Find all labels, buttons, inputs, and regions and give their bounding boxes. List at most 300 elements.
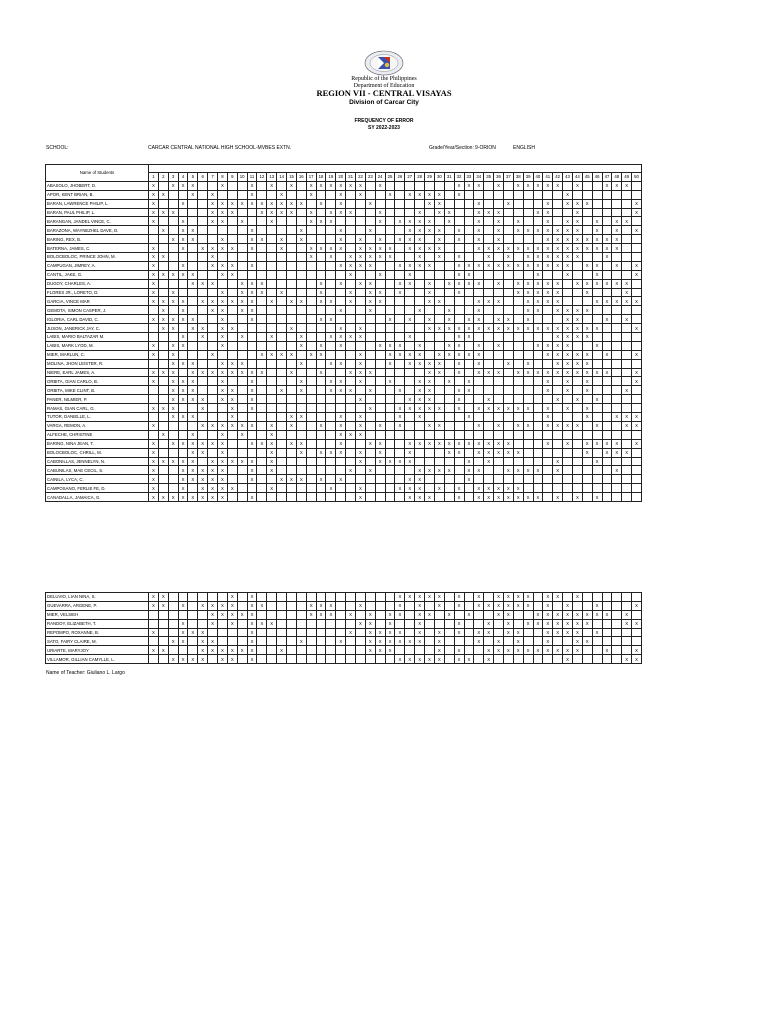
item-cell: [572, 439, 582, 448]
item-cell: [503, 297, 513, 306]
error-mark: X: [247, 315, 257, 324]
error-mark: X: [257, 619, 267, 628]
item-cell: [267, 190, 277, 199]
item-cell: [277, 333, 287, 342]
error-mark: X: [405, 217, 415, 226]
table-row: [46, 368, 642, 377]
error-mark: X: [356, 324, 366, 333]
error-mark: X: [632, 377, 642, 386]
item-cell: [316, 413, 326, 422]
error-mark: X: [267, 217, 277, 226]
error-mark: X: [494, 439, 504, 448]
item-cell: [356, 226, 366, 235]
item-cell: [543, 270, 553, 279]
item-cell: [405, 619, 415, 628]
item-cell: [247, 341, 257, 350]
error-mark: X: [247, 457, 257, 466]
error-mark: X: [247, 421, 257, 430]
item-cell: [385, 430, 395, 439]
item-cell: [257, 610, 267, 619]
error-mark: X: [336, 475, 346, 484]
error-mark: X: [405, 484, 415, 493]
item-cell: [612, 475, 622, 484]
item-cell: [287, 226, 297, 235]
error-mark: X: [415, 226, 425, 235]
student-name: DUGOY, CHARLES, A.: [46, 279, 149, 288]
student-name: REPOMPO, ROXANNE, B.: [46, 628, 149, 637]
item-cell: [494, 306, 504, 315]
item-cell: [237, 628, 247, 637]
item-cell: [612, 324, 622, 333]
error-mark: X: [553, 593, 563, 602]
item-cell: [237, 235, 247, 244]
error-mark: X: [149, 244, 159, 253]
item-cell: [178, 279, 188, 288]
item-number: 39: [523, 173, 533, 182]
item-cell: [158, 359, 168, 368]
table-row: [46, 610, 642, 619]
error-mark: X: [523, 253, 533, 262]
error-mark: X: [484, 655, 494, 664]
error-mark: X: [464, 181, 474, 190]
error-mark: X: [316, 288, 326, 297]
item-cell: [484, 359, 494, 368]
item-cell: [277, 217, 287, 226]
item-cell: [356, 306, 366, 315]
item-cell: [464, 368, 474, 377]
item-cell: [277, 395, 287, 404]
error-mark: X: [434, 466, 444, 475]
item-cell: [316, 333, 326, 342]
item-cell: [365, 208, 375, 217]
item-cell: [632, 359, 642, 368]
item-cell: [316, 324, 326, 333]
error-mark: X: [149, 217, 159, 226]
item-cell: [149, 226, 159, 235]
header-row: [46, 165, 642, 173]
item-cell: [158, 333, 168, 342]
error-mark: X: [208, 208, 218, 217]
error-mark: X: [425, 244, 435, 253]
error-mark: X: [425, 359, 435, 368]
item-cell: [385, 226, 395, 235]
item-cell: [602, 493, 612, 502]
item-cell: [503, 457, 513, 466]
item-cell: [494, 199, 504, 208]
error-mark: X: [602, 448, 612, 457]
item-cell: [336, 253, 346, 262]
error-mark: X: [415, 244, 425, 253]
error-mark: X: [533, 466, 543, 475]
error-mark: X: [543, 217, 553, 226]
item-cell: [296, 279, 306, 288]
error-mark: X: [346, 288, 356, 297]
item-cell: [178, 350, 188, 359]
item-cell: [365, 315, 375, 324]
item-cell: [277, 181, 287, 190]
error-mark: X: [543, 350, 553, 359]
error-mark: X: [405, 457, 415, 466]
item-cell: [494, 655, 504, 664]
item-cell: [444, 637, 454, 646]
item-cell: [168, 226, 178, 235]
error-mark: X: [218, 395, 228, 404]
error-mark: X: [405, 261, 415, 270]
item-cell: [553, 430, 563, 439]
item-cell: [612, 315, 622, 324]
table-row: [46, 619, 642, 628]
item-cell: [415, 421, 425, 430]
item-cell: [208, 270, 218, 279]
error-mark: X: [434, 368, 444, 377]
item-cell: [385, 421, 395, 430]
error-mark: X: [188, 655, 198, 664]
item-cell: [149, 619, 159, 628]
item-cell: [267, 261, 277, 270]
error-mark: X: [582, 199, 592, 208]
item-cell: [326, 457, 336, 466]
item-cell: [602, 637, 612, 646]
table-row: [46, 386, 642, 395]
item-cell: [572, 341, 582, 350]
error-mark: X: [385, 190, 395, 199]
error-mark: X: [464, 261, 474, 270]
error-mark: X: [503, 601, 513, 610]
item-cell: [464, 601, 474, 610]
item-cell: [632, 610, 642, 619]
error-mark: X: [326, 253, 336, 262]
error-mark: X: [247, 279, 257, 288]
error-mark: X: [178, 217, 188, 226]
error-mark: X: [198, 421, 208, 430]
item-cell: [267, 404, 277, 413]
item-cell: [543, 190, 553, 199]
error-mark: X: [365, 646, 375, 655]
error-mark: X: [494, 646, 504, 655]
item-cell: [395, 439, 405, 448]
error-mark: X: [513, 493, 523, 502]
item-cell: [602, 306, 612, 315]
item-cell: [523, 610, 533, 619]
error-mark: X: [149, 368, 159, 377]
error-mark: X: [592, 279, 602, 288]
error-mark: X: [533, 270, 543, 279]
item-cell: [523, 350, 533, 359]
error-mark: X: [405, 235, 415, 244]
error-mark: X: [513, 288, 523, 297]
item-cell: [306, 619, 316, 628]
error-mark: X: [247, 619, 257, 628]
error-mark: X: [326, 208, 336, 217]
error-mark: X: [434, 324, 444, 333]
error-mark: X: [553, 341, 563, 350]
error-mark: X: [474, 297, 484, 306]
item-cell: [563, 413, 573, 422]
item-cell: [267, 359, 277, 368]
item-cell: [198, 359, 208, 368]
item-cell: [425, 637, 435, 646]
error-mark: X: [149, 457, 159, 466]
error-mark: X: [405, 270, 415, 279]
error-mark: X: [503, 593, 513, 602]
item-cell: [237, 655, 247, 664]
error-mark: X: [198, 637, 208, 646]
error-mark: X: [227, 593, 237, 602]
item-number: 5: [188, 173, 198, 182]
error-mark: X: [336, 190, 346, 199]
item-cell: [267, 386, 277, 395]
error-mark: X: [168, 493, 178, 502]
item-cell: [188, 208, 198, 217]
error-mark: X: [434, 244, 444, 253]
error-mark: X: [218, 288, 228, 297]
item-cell: [208, 386, 218, 395]
item-number: 27: [405, 173, 415, 182]
error-mark: X: [415, 404, 425, 413]
item-cell: [612, 395, 622, 404]
item-cell: [237, 637, 247, 646]
item-cell: [227, 493, 237, 502]
item-cell: [267, 493, 277, 502]
item-cell: [356, 297, 366, 306]
item-cell: [336, 368, 346, 377]
error-mark: X: [592, 395, 602, 404]
error-mark: X: [257, 288, 267, 297]
item-number: 16: [296, 173, 306, 182]
item-cell: [198, 386, 208, 395]
item-cell: [523, 448, 533, 457]
error-mark: X: [474, 244, 484, 253]
item-cell: [533, 377, 543, 386]
error-mark: X: [513, 217, 523, 226]
item-cell: [622, 430, 632, 439]
item-cell: [563, 297, 573, 306]
error-mark: X: [592, 628, 602, 637]
item-cell: [592, 655, 602, 664]
item-cell: [513, 395, 523, 404]
item-cell: [582, 430, 592, 439]
item-number: 2: [158, 173, 168, 182]
item-cell: [277, 484, 287, 493]
item-cell: [444, 457, 454, 466]
item-cell: [306, 404, 316, 413]
error-mark: X: [572, 199, 582, 208]
item-cell: [553, 439, 563, 448]
error-mark: X: [188, 235, 198, 244]
error-mark: X: [464, 386, 474, 395]
item-cell: [296, 288, 306, 297]
item-cell: [474, 646, 484, 655]
error-mark: X: [365, 279, 375, 288]
item-cell: [365, 350, 375, 359]
item-cell: [267, 413, 277, 422]
error-mark: X: [395, 350, 405, 359]
item-cell: [168, 190, 178, 199]
error-mark: X: [178, 466, 188, 475]
error-mark: X: [188, 493, 198, 502]
error-mark: X: [168, 315, 178, 324]
item-cell: [227, 235, 237, 244]
error-mark: X: [543, 377, 553, 386]
error-mark: X: [543, 619, 553, 628]
item-cell: [592, 484, 602, 493]
error-mark: X: [464, 333, 474, 342]
item-cell: [326, 637, 336, 646]
item-cell: [306, 315, 316, 324]
item-cell: [198, 181, 208, 190]
item-cell: [385, 368, 395, 377]
error-mark: X: [474, 404, 484, 413]
item-cell: [168, 199, 178, 208]
error-mark: X: [158, 253, 168, 262]
item-cell: [316, 655, 326, 664]
item-cell: [158, 261, 168, 270]
item-cell: [454, 610, 464, 619]
error-mark: X: [474, 226, 484, 235]
error-mark: X: [267, 448, 277, 457]
error-mark: X: [267, 484, 277, 493]
error-mark: X: [494, 484, 504, 493]
error-mark: X: [385, 253, 395, 262]
item-number: 36: [494, 173, 504, 182]
error-mark: X: [356, 359, 366, 368]
error-mark: X: [178, 386, 188, 395]
item-cell: [592, 430, 602, 439]
item-number: 44: [572, 173, 582, 182]
item-cell: [582, 457, 592, 466]
item-cell: [612, 421, 622, 430]
error-mark: X: [553, 181, 563, 190]
item-cell: [405, 466, 415, 475]
error-mark: X: [425, 493, 435, 502]
error-mark: X: [543, 368, 553, 377]
error-mark: X: [523, 324, 533, 333]
item-cell: [622, 466, 632, 475]
item-cell: [365, 333, 375, 342]
error-mark: X: [543, 279, 553, 288]
school-label: SCHOOL:: [46, 145, 69, 151]
error-mark: X: [464, 457, 474, 466]
error-mark: X: [227, 297, 237, 306]
item-cell: [188, 261, 198, 270]
item-cell: [336, 593, 346, 602]
error-mark: X: [178, 395, 188, 404]
item-cell: [592, 637, 602, 646]
item-cell: [227, 181, 237, 190]
error-mark: X: [543, 288, 553, 297]
error-mark: X: [188, 439, 198, 448]
error-mark: X: [533, 208, 543, 217]
report-title: FREQUENCY OF ERROR: [354, 118, 414, 124]
item-cell: [267, 244, 277, 253]
error-mark: X: [513, 244, 523, 253]
item-cell: [405, 430, 415, 439]
error-mark: X: [632, 439, 642, 448]
error-mark: X: [582, 306, 592, 315]
item-cell: [503, 475, 513, 484]
error-mark: X: [168, 386, 178, 395]
item-cell: [346, 350, 356, 359]
item-cell: [632, 235, 642, 244]
error-mark: X: [227, 359, 237, 368]
item-cell: [464, 341, 474, 350]
item-cell: [277, 655, 287, 664]
item-cell: [158, 279, 168, 288]
item-cell: [158, 439, 168, 448]
item-cell: [632, 244, 642, 253]
error-mark: X: [336, 199, 346, 208]
error-mark: X: [523, 619, 533, 628]
error-mark: X: [563, 244, 573, 253]
item-cell: [563, 457, 573, 466]
item-cell: [503, 270, 513, 279]
item-cell: [306, 637, 316, 646]
error-mark: X: [149, 593, 159, 602]
error-mark: X: [434, 655, 444, 664]
error-mark: X: [227, 368, 237, 377]
item-cell: [484, 199, 494, 208]
item-cell: [306, 448, 316, 457]
error-mark: X: [454, 190, 464, 199]
error-mark: X: [247, 190, 257, 199]
table-row: [46, 261, 642, 270]
item-cell: [454, 377, 464, 386]
error-mark: X: [622, 413, 632, 422]
item-cell: [326, 475, 336, 484]
error-mark: X: [405, 333, 415, 342]
item-cell: [158, 386, 168, 395]
item-cell: [346, 315, 356, 324]
item-cell: [553, 208, 563, 217]
item-number: 47: [602, 173, 612, 182]
item-cell: [454, 199, 464, 208]
error-mark: X: [425, 386, 435, 395]
error-mark: X: [543, 601, 553, 610]
error-mark: X: [306, 208, 316, 217]
error-mark: X: [464, 413, 474, 422]
item-number: 14: [277, 173, 287, 182]
item-cell: [218, 413, 228, 422]
error-mark: X: [563, 261, 573, 270]
item-cell: [188, 253, 198, 262]
item-cell: [218, 226, 228, 235]
error-mark: X: [316, 244, 326, 253]
item-cell: [543, 333, 553, 342]
error-mark: X: [296, 297, 306, 306]
error-mark: X: [415, 655, 425, 664]
error-mark: X: [178, 484, 188, 493]
item-cell: [188, 421, 198, 430]
error-mark: X: [503, 619, 513, 628]
item-cell: [237, 377, 247, 386]
item-cell: [503, 306, 513, 315]
item-number: 26: [395, 173, 405, 182]
error-mark: X: [336, 637, 346, 646]
item-cell: [277, 368, 287, 377]
error-mark: X: [188, 226, 198, 235]
error-mark: X: [563, 270, 573, 279]
item-cell: [287, 333, 297, 342]
item-cell: [563, 475, 573, 484]
item-cell: [198, 306, 208, 315]
item-number: 9: [227, 173, 237, 182]
item-cell: [198, 235, 208, 244]
error-mark: X: [494, 208, 504, 217]
item-cell: [592, 413, 602, 422]
item-cell: [533, 457, 543, 466]
item-cell: [277, 439, 287, 448]
item-cell: [405, 253, 415, 262]
